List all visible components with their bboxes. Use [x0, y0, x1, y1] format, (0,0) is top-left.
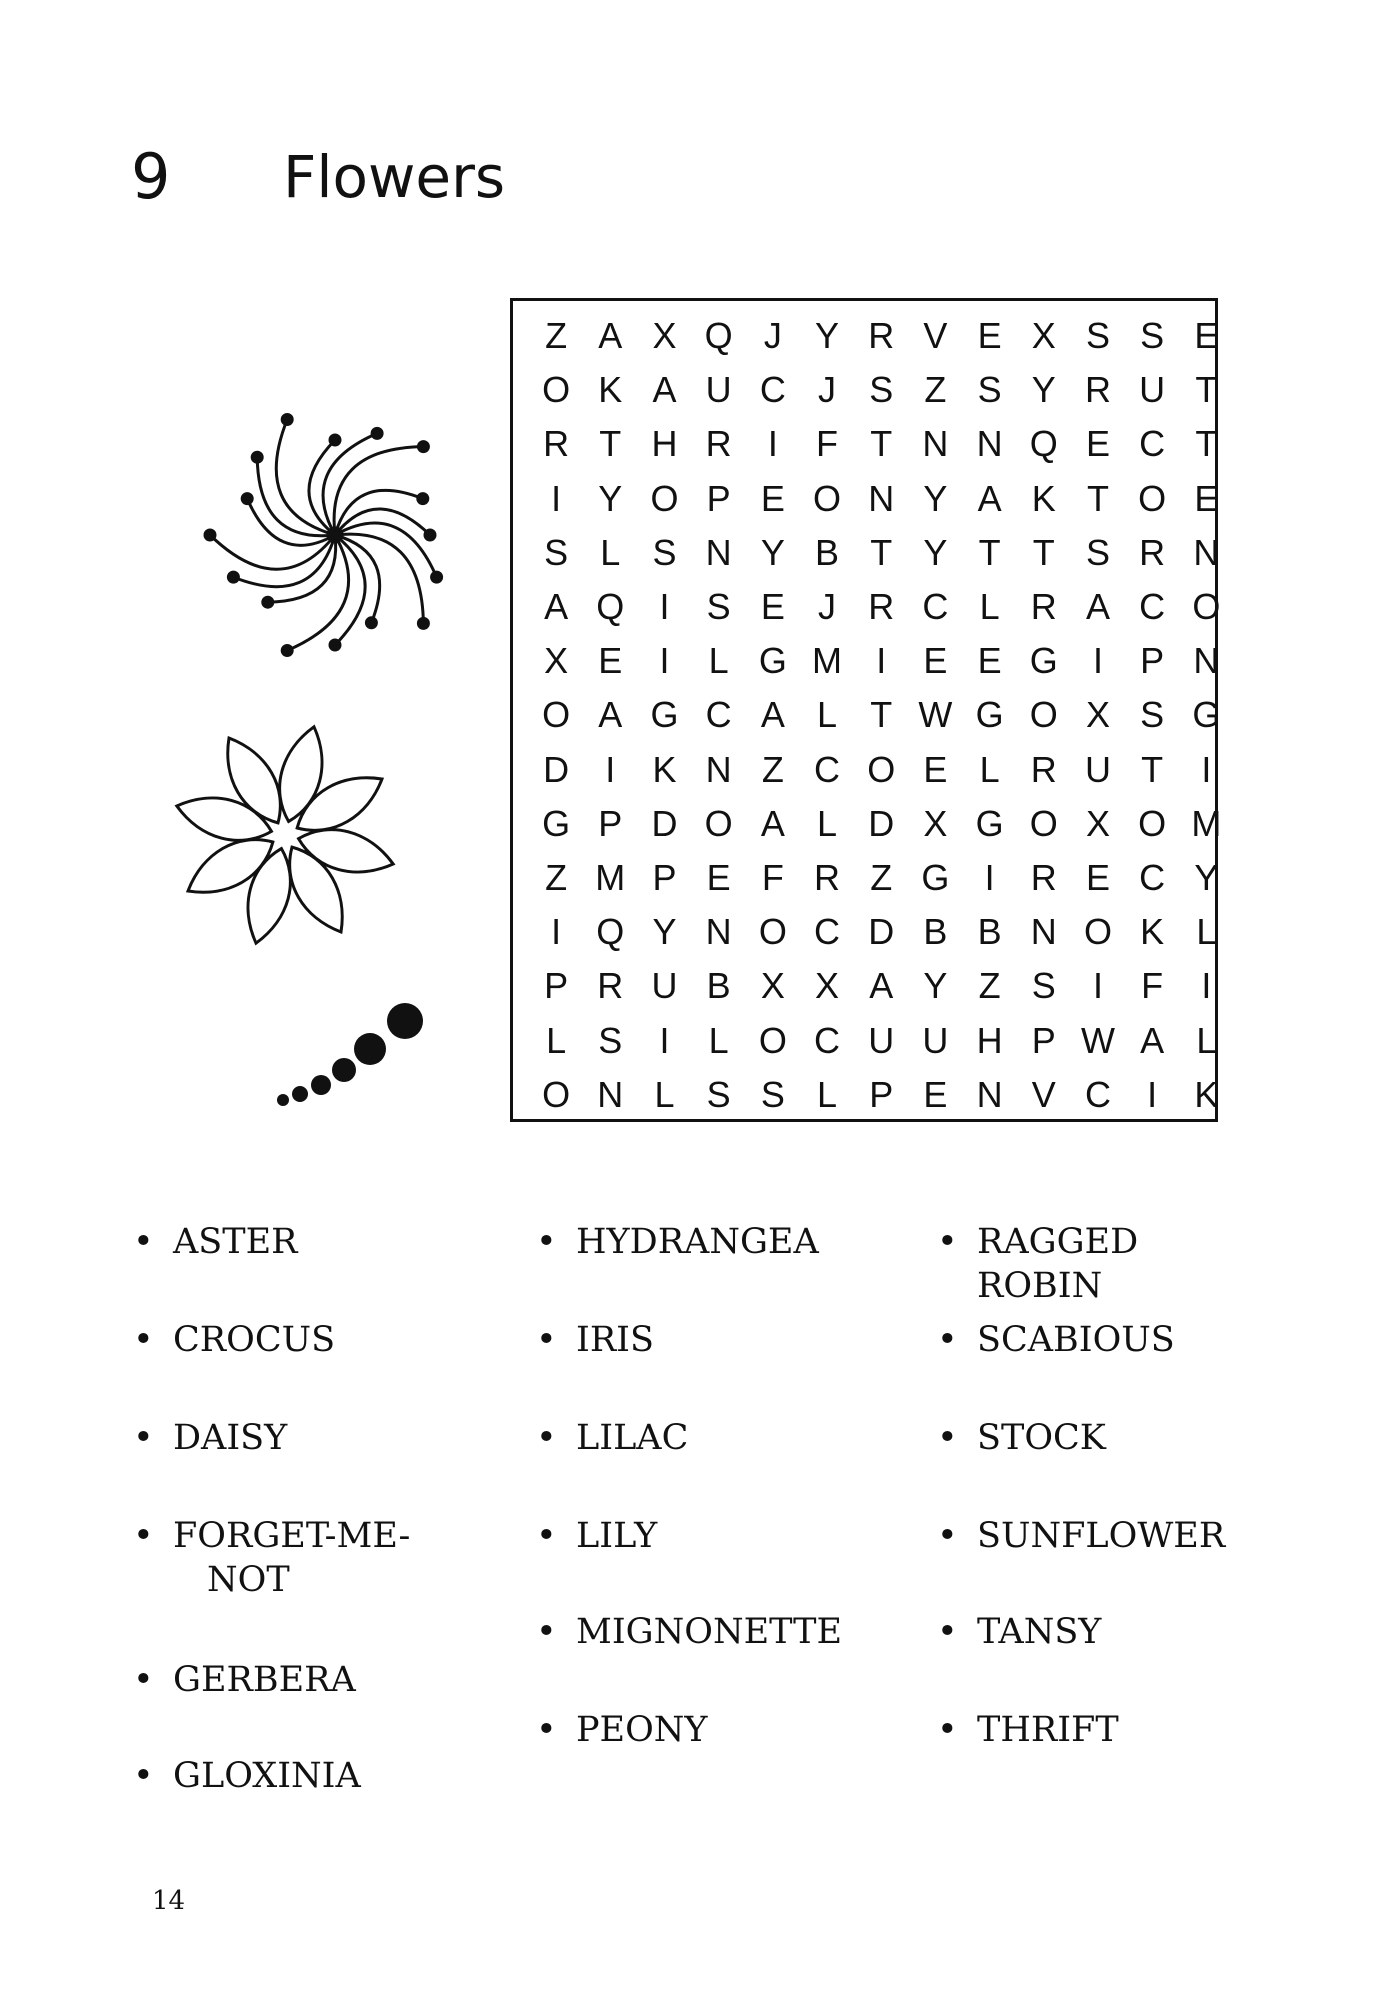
- grid-cell: L: [1196, 1019, 1217, 1061]
- grid-cell: X: [652, 315, 677, 357]
- bullet-icon: •: [937, 1222, 958, 1262]
- grid-cell: C: [814, 911, 841, 953]
- grid-cell: O: [1192, 586, 1221, 628]
- grid-cell: T: [870, 423, 893, 465]
- grid-cell: E: [598, 640, 623, 682]
- grid-cell: I: [551, 911, 562, 953]
- word-label: SUNFLOWER: [977, 1516, 1226, 1556]
- grid-cell: S: [1031, 965, 1056, 1007]
- grid-cell: R: [1139, 531, 1166, 573]
- grid-cell: Y: [923, 965, 948, 1007]
- grid-cell: I: [1092, 640, 1103, 682]
- grid-cell: E: [760, 586, 785, 628]
- grid-cell: O: [1083, 911, 1112, 953]
- grid-cell: E: [977, 640, 1002, 682]
- grid-cell: S: [652, 531, 677, 573]
- grid-cell: B: [977, 911, 1002, 953]
- word-label: RAGGED ROBIN: [977, 1222, 1139, 1306]
- grid-cell: I: [551, 477, 562, 519]
- word-label: DAISY: [173, 1418, 288, 1458]
- grid-cell: R: [1030, 856, 1057, 898]
- grid-cell: O: [1138, 802, 1167, 844]
- grid-cell: D: [868, 911, 895, 953]
- grid-cell: R: [1030, 748, 1057, 790]
- grid-cell: G: [1029, 640, 1058, 682]
- grid-cell: L: [600, 531, 621, 573]
- grid-cell: H: [651, 423, 678, 465]
- grid-cell: A: [598, 694, 623, 736]
- bullet-icon: •: [937, 1418, 958, 1458]
- grid-cell: G: [1192, 694, 1221, 736]
- grid-cell: L: [817, 1073, 838, 1115]
- grid-cell: Z: [870, 856, 893, 898]
- grid-cell: U: [651, 965, 678, 1007]
- grid-cell: Y: [1031, 369, 1056, 411]
- grid-cell: S: [869, 369, 894, 411]
- petal-flower-icon: [160, 710, 410, 960]
- grid-cell: U: [922, 1019, 949, 1061]
- word-label: MIGNONETTE: [576, 1612, 843, 1652]
- grid-cell: T: [1195, 369, 1218, 411]
- grid-cell: C: [1084, 1073, 1111, 1115]
- grid-cell: Z: [761, 748, 784, 790]
- grid-cell: N: [868, 477, 895, 519]
- grid-cell: E: [1085, 856, 1110, 898]
- bullet-icon: •: [937, 1710, 958, 1750]
- bullet-icon: •: [133, 1660, 154, 1700]
- grid-cell: I: [605, 748, 616, 790]
- grid-cell: N: [976, 1073, 1003, 1115]
- bullet-icon: •: [133, 1756, 154, 1796]
- grid-cell: N: [1030, 911, 1057, 953]
- grid-cell: P: [1031, 1019, 1056, 1061]
- grid-cell: P: [869, 1073, 894, 1115]
- grid-cell: C: [759, 369, 786, 411]
- grid-cell: I: [1201, 965, 1212, 1007]
- grid-cell: G: [542, 802, 571, 844]
- grid-cell: E: [923, 1073, 948, 1115]
- grid-cell: E: [1194, 477, 1219, 519]
- grid-cell: V: [1031, 1073, 1056, 1115]
- grid-cell: R: [868, 586, 895, 628]
- grid-cell: Z: [924, 369, 947, 411]
- grid-cell: L: [708, 1019, 729, 1061]
- grid-cell: O: [758, 911, 787, 953]
- grid-cell: X: [760, 965, 785, 1007]
- grid-cell: V: [923, 315, 948, 357]
- grid-cell: M: [1191, 802, 1222, 844]
- grid-cell: T: [1032, 531, 1055, 573]
- grid-cell: K: [598, 369, 623, 411]
- grid-cell: X: [1031, 315, 1056, 357]
- grid-cell: P: [706, 477, 731, 519]
- grid-cell: C: [1139, 856, 1166, 898]
- grid-cell: L: [546, 1019, 567, 1061]
- word-label: LILY: [576, 1516, 658, 1556]
- grid-cell: C: [1139, 586, 1166, 628]
- grid-cell: Q: [1029, 423, 1058, 465]
- grid-cell: I: [984, 856, 995, 898]
- grid-cell: Z: [545, 856, 568, 898]
- grid-cell: D: [868, 802, 895, 844]
- grid-cell: K: [1140, 911, 1165, 953]
- grid-cell: U: [868, 1019, 895, 1061]
- grid-cell: O: [542, 1073, 571, 1115]
- grid-cell: T: [978, 531, 1001, 573]
- bullet-icon: •: [536, 1710, 557, 1750]
- grid-cell: O: [1029, 694, 1058, 736]
- grid-cell: U: [1084, 748, 1111, 790]
- grid-cell: E: [760, 477, 785, 519]
- grid-cell: A: [1085, 586, 1110, 628]
- grid-cell: T: [870, 694, 893, 736]
- grid-cell: Y: [652, 911, 677, 953]
- word-label: SCABIOUS: [977, 1320, 1175, 1360]
- grid-cell: O: [704, 802, 733, 844]
- grid-cell: T: [1195, 423, 1218, 465]
- grid-cell: T: [1086, 477, 1109, 519]
- grid-cell: L: [708, 640, 729, 682]
- grid-cell: P: [544, 965, 569, 1007]
- grid-cell: S: [706, 1073, 731, 1115]
- grid-cell: X: [544, 640, 569, 682]
- grid-cell: F: [816, 423, 839, 465]
- puzzle-title: Flowers: [283, 143, 506, 211]
- grid-cell: E: [923, 640, 948, 682]
- grid-cell: W: [1080, 1019, 1115, 1061]
- grid-cell: A: [869, 965, 894, 1007]
- grid-cell: Y: [923, 531, 948, 573]
- grid-cell: M: [812, 640, 843, 682]
- grid-cell: W: [918, 694, 953, 736]
- grid-cell: Z: [545, 315, 568, 357]
- bullet-icon: •: [536, 1222, 557, 1262]
- word-label: THRIFT: [977, 1710, 1119, 1750]
- grid-cell: R: [814, 856, 841, 898]
- grid-cell: D: [651, 802, 678, 844]
- grid-cell: N: [705, 748, 732, 790]
- grid-cell: G: [758, 640, 787, 682]
- grid-cell: B: [706, 965, 731, 1007]
- grid-cell: J: [818, 586, 837, 628]
- grid-cell: I: [659, 640, 670, 682]
- grid-cell: N: [705, 911, 732, 953]
- grid-cell: L: [979, 586, 1000, 628]
- grid-cell: T: [870, 531, 893, 573]
- grid-cell: R: [543, 423, 570, 465]
- grid-cell: O: [813, 477, 842, 519]
- grid-cell: S: [1140, 315, 1165, 357]
- grid-cell: O: [867, 748, 896, 790]
- swirl-flower-icon: [195, 395, 475, 675]
- bullet-icon: •: [937, 1516, 958, 1556]
- grid-cell: N: [597, 1073, 624, 1115]
- grid-cell: C: [705, 694, 732, 736]
- grid-cell: L: [1196, 911, 1217, 953]
- grid-cell: C: [814, 748, 841, 790]
- grid-cell: O: [1138, 477, 1167, 519]
- grid-cell: R: [705, 423, 732, 465]
- grid-cell: N: [705, 531, 732, 573]
- grid-cell: H: [976, 1019, 1003, 1061]
- grid-cell: O: [758, 1019, 787, 1061]
- grid-cell: L: [817, 694, 838, 736]
- grid-cell: R: [597, 965, 624, 1007]
- grid-cell: X: [1085, 802, 1110, 844]
- grid-cell: S: [706, 586, 731, 628]
- grid-cell: C: [922, 586, 949, 628]
- grid-cell: U: [705, 369, 732, 411]
- grid-cell: D: [543, 748, 570, 790]
- grid-cell: S: [1085, 531, 1110, 573]
- bullet-icon: •: [937, 1612, 958, 1652]
- grid-cell: J: [763, 315, 782, 357]
- word-label: CROCUS: [173, 1320, 336, 1360]
- grid-cell: E: [1194, 315, 1219, 357]
- grid-cell: O: [1029, 802, 1058, 844]
- grid-cell: Q: [704, 315, 733, 357]
- grid-cell: C: [1139, 423, 1166, 465]
- bullet-icon: •: [536, 1612, 557, 1652]
- grid-cell: Z: [978, 965, 1001, 1007]
- grid-cell: O: [650, 477, 679, 519]
- word-label: GERBERA: [173, 1660, 356, 1700]
- grid-cell: X: [923, 802, 948, 844]
- grid-cell: F: [1141, 965, 1164, 1007]
- puzzle-number: 9: [131, 140, 171, 213]
- bullet-icon: •: [536, 1516, 557, 1556]
- word-label: HYDRANGEA: [576, 1222, 819, 1262]
- grid-cell: G: [975, 694, 1004, 736]
- grid-cell: L: [817, 802, 838, 844]
- grid-cell: F: [761, 856, 784, 898]
- grid-cell: A: [544, 586, 569, 628]
- word-label: TANSY: [977, 1612, 1102, 1652]
- grid-cell: I: [1201, 748, 1212, 790]
- grid-cell: C: [814, 1019, 841, 1061]
- word-label: IRIS: [576, 1320, 654, 1360]
- grid-cell: G: [921, 856, 950, 898]
- grid-cell: Y: [815, 315, 840, 357]
- grid-cell: B: [923, 911, 948, 953]
- grid-cell: P: [598, 802, 623, 844]
- bullet-icon: •: [133, 1222, 154, 1262]
- grid-cell: Q: [596, 911, 625, 953]
- grid-cell: N: [976, 423, 1003, 465]
- word-label: PEONY: [576, 1710, 708, 1750]
- grid-cell: Y: [598, 477, 623, 519]
- grid-cell: X: [815, 965, 840, 1007]
- grid-cell: G: [650, 694, 679, 736]
- grid-cell: M: [595, 856, 626, 898]
- grid-cell: A: [760, 694, 785, 736]
- grid-cell: S: [1140, 694, 1165, 736]
- grid-cell: P: [652, 856, 677, 898]
- grid-cell: R: [1030, 586, 1057, 628]
- page-number: 14: [152, 1886, 186, 1916]
- grid-cell: Q: [596, 586, 625, 628]
- grid-cell: K: [1194, 1073, 1219, 1115]
- grid-cell: A: [1140, 1019, 1165, 1061]
- grid-cell: Y: [760, 531, 785, 573]
- grid-cell: E: [977, 315, 1002, 357]
- grid-cell: S: [760, 1073, 785, 1115]
- grid-cell: E: [1085, 423, 1110, 465]
- dots-trail-icon: [270, 990, 440, 1110]
- grid-cell: O: [542, 694, 571, 736]
- grid-cell: E: [923, 748, 948, 790]
- grid-cell: A: [760, 802, 785, 844]
- grid-cell: I: [659, 586, 670, 628]
- grid-cell: S: [977, 369, 1002, 411]
- grid-cell: G: [975, 802, 1004, 844]
- word-label: ASTER: [173, 1222, 298, 1262]
- grid-cell: U: [1139, 369, 1166, 411]
- word-label: GLOXINIA: [173, 1756, 361, 1796]
- grid-cell: E: [706, 856, 731, 898]
- bullet-icon: •: [536, 1320, 557, 1360]
- grid-cell: O: [542, 369, 571, 411]
- grid-cell: K: [652, 748, 677, 790]
- word-search-grid-frame: [510, 298, 1222, 1122]
- grid-cell: N: [1193, 531, 1220, 573]
- grid-cell: J: [818, 369, 837, 411]
- grid-cell: R: [868, 315, 895, 357]
- grid-cell: S: [1085, 315, 1110, 357]
- grid-cell: A: [652, 369, 677, 411]
- grid-cell: A: [977, 477, 1002, 519]
- grid-cell: L: [979, 748, 1000, 790]
- grid-cell: I: [1092, 965, 1103, 1007]
- grid-cell: K: [1031, 477, 1056, 519]
- bullet-icon: •: [536, 1418, 557, 1458]
- grid-cell: X: [1085, 694, 1110, 736]
- grid-cell: Y: [1194, 856, 1219, 898]
- grid-cell: I: [876, 640, 887, 682]
- grid-cell: P: [1140, 640, 1165, 682]
- grid-cell: L: [654, 1073, 675, 1115]
- word-label: STOCK: [977, 1418, 1106, 1458]
- word-label: FORGET-ME- NOT: [173, 1516, 411, 1600]
- grid-cell: Y: [923, 477, 948, 519]
- grid-cell: I: [1147, 1073, 1158, 1115]
- grid-cell: B: [815, 531, 840, 573]
- grid-cell: I: [767, 423, 778, 465]
- grid-cell: T: [1141, 748, 1164, 790]
- bullet-icon: •: [133, 1320, 154, 1360]
- grid-cell: N: [1193, 640, 1220, 682]
- grid-cell: S: [598, 1019, 623, 1061]
- grid-cell: T: [599, 423, 622, 465]
- word-search-grid: [529, 309, 1233, 1122]
- grid-cell: I: [659, 1019, 670, 1061]
- bullet-icon: •: [937, 1320, 958, 1360]
- grid-cell: R: [1084, 369, 1111, 411]
- bullet-icon: •: [133, 1418, 154, 1458]
- grid-cell: S: [544, 531, 569, 573]
- bullet-icon: •: [133, 1516, 154, 1556]
- grid-cell: A: [598, 315, 623, 357]
- grid-cell: N: [922, 423, 949, 465]
- word-label: LILAC: [576, 1418, 689, 1458]
